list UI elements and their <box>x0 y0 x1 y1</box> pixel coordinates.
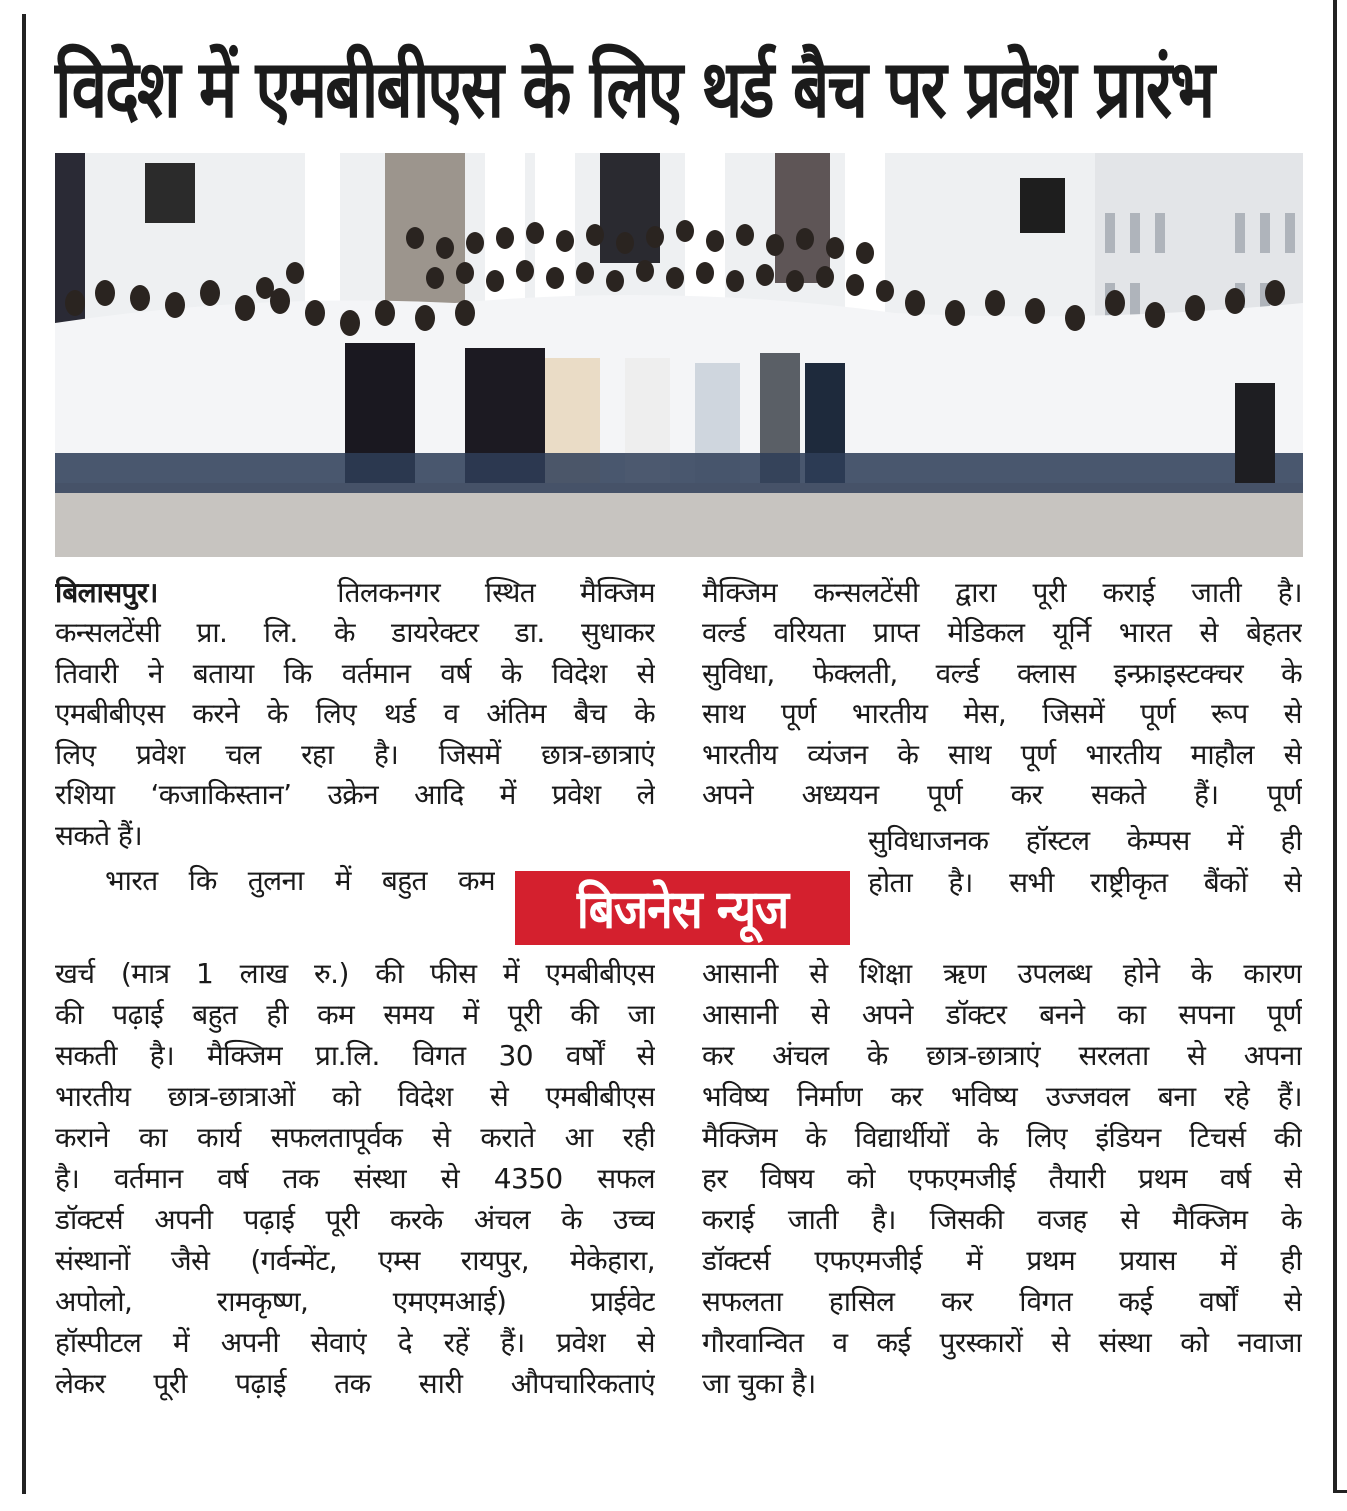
column-rule-right <box>1333 0 1337 1492</box>
article-line: साथ पूर्ण भारतीय मेस, जिसमें पूर्ण रूप से <box>702 697 1302 730</box>
article-line: आसानी से शिक्षा ऋण उपलब्ध होने के कारण <box>702 957 1302 990</box>
article-line: कराई जाती है। जिसकी वजह से मैक्जिम के <box>702 1203 1302 1236</box>
article-line: डॉक्टर्स एफएमजीई में प्रथम प्रयास में ही <box>702 1244 1302 1277</box>
article-line: भारतीय छात्र-छात्राओं को विदेश से एमबीबीएस <box>55 1080 655 1113</box>
article-line: मैक्जिम के विद्यार्थीयों के लिए इंडियन टिचर्स की <box>702 1121 1302 1154</box>
article-line: भविष्य निर्माण कर भविष्य उज्जवल बना रहे हैं। <box>702 1080 1302 1113</box>
article-line: तिवारी ने बताया कि वर्तमान वर्ष के विदेश से <box>55 657 655 690</box>
logo-text: बिजनेस न्यूज <box>576 878 789 941</box>
article-line: रशिया ‘कजाकिस्तान’ उक्रेन आदि में प्रवेश ले <box>55 778 655 811</box>
door-dark-2 <box>775 153 830 283</box>
group-photo <box>55 153 1303 557</box>
article-line: अपने अध्ययन पूर्ण कर सकते हैं। पूर्ण <box>702 778 1302 811</box>
article-line: सुविधा, फेक्लती, वर्ल्ड क्लास इन्फ्राइस्टक्चर के <box>702 657 1302 690</box>
article-line: सकते हैं। <box>55 819 143 852</box>
article-line: है। वर्तमान वर्ष तक संस्था से 4350 सफल <box>55 1162 655 1195</box>
article-line: सुविधाजनक हॉस्टल केम्पस में ही <box>868 824 1302 857</box>
column-rule-bottom <box>1333 1490 1347 1493</box>
article-line: संस्थानों जैसे (गर्वन्मेंट, एम्स रायपुर, मेकेहारा, <box>55 1244 655 1277</box>
article-line: वर्ल्ड वरियता प्राप्त मेडिकल यूर्नि भारत से बेहतर <box>702 616 1302 649</box>
article-line: खर्च (मात्र 1 लाख रु.) की फीस में एमबीबीएस <box>55 957 655 990</box>
article-line: अपोलो, रामकृष्ण, एमएमआई) प्राईवेट <box>55 1285 655 1318</box>
article-line: भारतीय व्यंजन के साथ पूर्ण भारतीय माहौल से <box>702 738 1302 771</box>
plaque-right <box>1020 178 1065 233</box>
article-line: लेकर पूरी पढ़ाई तक सारी औपचारिकताएं <box>55 1367 655 1400</box>
article-line: भारत कि तुलना में बहुत कम <box>105 864 495 897</box>
article-line: डॉक्टर्स अपनी पढ़ाई पूरी करके अंचल के उच्च <box>55 1203 655 1236</box>
pavement <box>55 483 1303 557</box>
article-line: मैक्जिम कन्सलटेंसी द्वारा पूरी कराई जाती है। <box>702 576 1302 609</box>
article-line: सकती है। मैक्जिम प्रा.लि. विगत 30 वर्षों से <box>55 1039 655 1072</box>
article-line <box>55 574 655 612</box>
article-line: आसानी से अपने डॉक्टर बनने का सपना पूर्ण <box>702 998 1302 1031</box>
article-line: गौरवान्वित व कई पुरस्कारों से संस्था को नवाजा <box>702 1326 1302 1359</box>
article-line: जा चुका है। <box>702 1367 816 1400</box>
coat-held <box>1235 383 1275 483</box>
article-line: हर विषय को एफएमजीई तैयारी प्रथम वर्ष से <box>702 1162 1302 1195</box>
article-line: की पढ़ाई बहुत ही कम समय में पूरी की जा <box>55 998 655 1031</box>
jeans <box>55 453 1303 493</box>
article-line: होता है। सभी राष्ट्रीकृत बैंकों से <box>868 866 1302 899</box>
article-line: लिए प्रवेश चल रहा है। जिसमें छात्र-छात्राएं <box>55 738 655 771</box>
article-line: कराने का कार्य सफलतापूर्वक से कराते आ रही <box>55 1121 655 1154</box>
business-news-logo <box>515 871 850 945</box>
plaque-left <box>145 163 195 223</box>
article-line: एमबीबीएस करने के लिए थर्ड व अंतिम बैच के <box>55 697 655 730</box>
article-line: कर अंचल के छात्र-छात्राएं सरलता से अपना <box>702 1039 1302 1072</box>
article-line: हॉस्पीटल में अपनी सेवाएं दे रहें हैं। प्रवेश से <box>55 1326 655 1359</box>
article-line: सफलता हासिल कर विगत कई वर्षों से <box>702 1285 1302 1318</box>
headline: विदेश में एमबीबीएस के लिए थर्ड बैच पर प्रवेश प्रारंभ <box>55 43 1214 137</box>
article-line-text: तिलकनगर स्थित मैक्जिम <box>337 576 655 609</box>
dateline: बिलासपुर। <box>55 576 158 609</box>
article-line: कन्सलटेंसी प्रा. लि. के डायरेक्टर डा. सुधाकर <box>55 616 655 649</box>
group-photo-image <box>55 153 1303 557</box>
column-rule-left <box>22 14 26 1494</box>
